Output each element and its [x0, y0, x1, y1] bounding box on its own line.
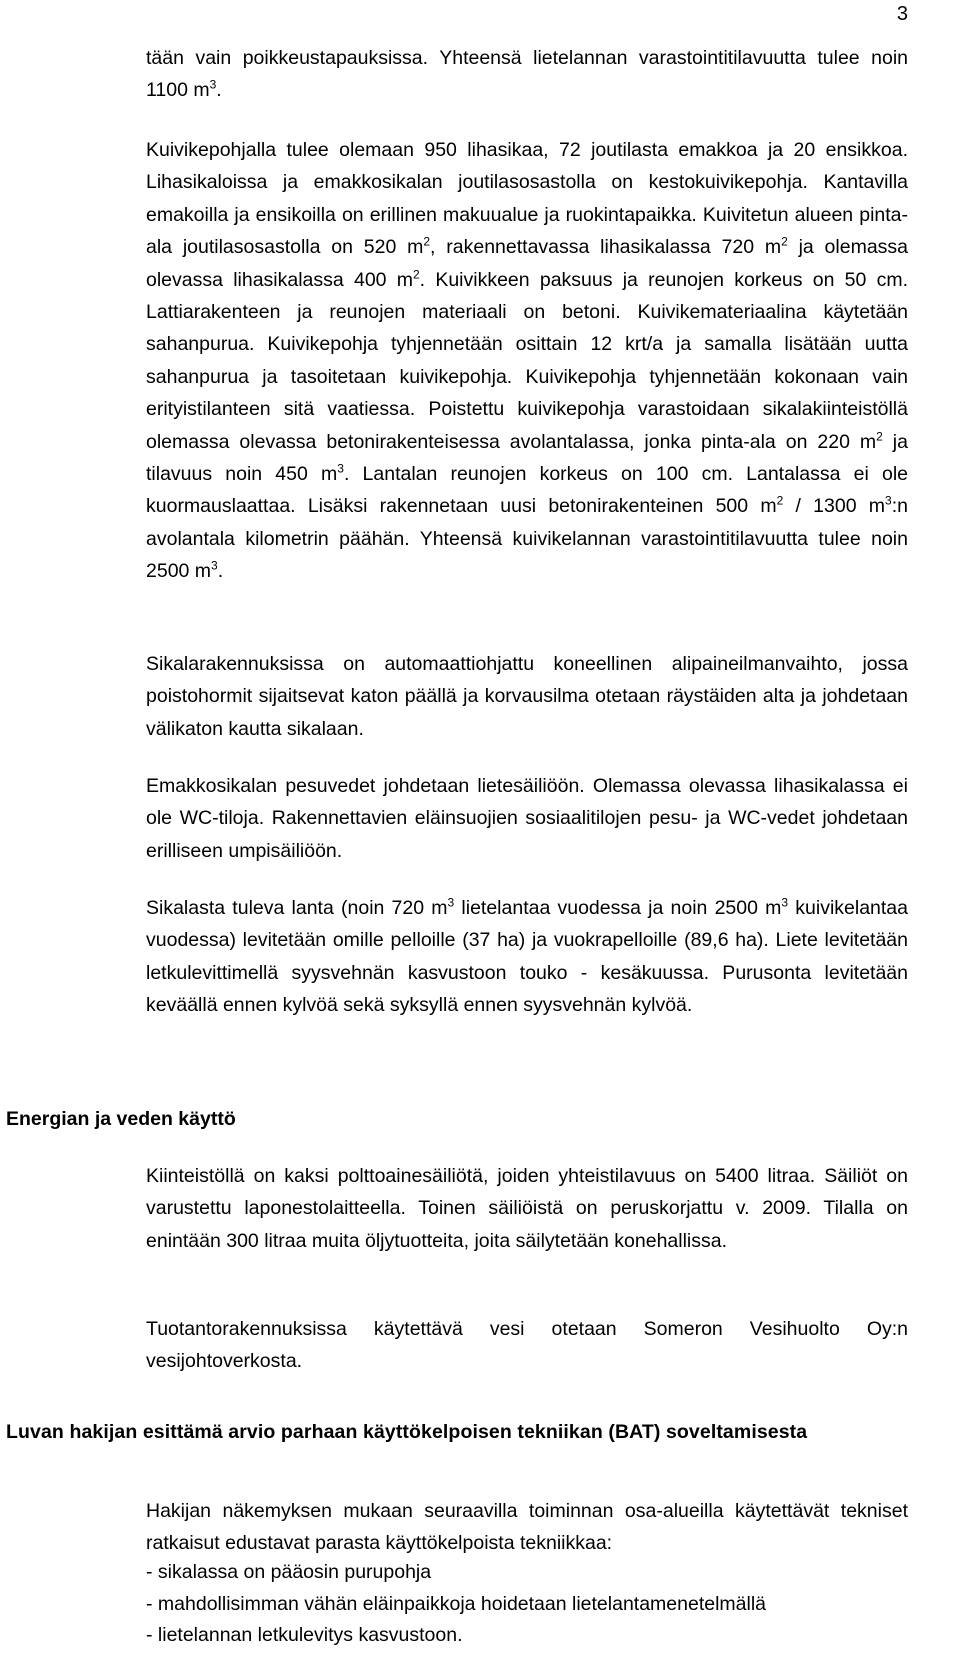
list-item: - mahdollisimman vähän eläinpaikkoja hoidetaan lietelantamenetelmällä: [146, 1592, 767, 1615]
paragraph-bedding-floor: Kuivikepohjalla tulee olemaan 950 lihasikaa, 72 joutilasta emakkoa ja 20 ensikkoa. Lihasikaloissa ja emakkosikalan joutilasosastolla on kestokuivikepohja. Kantavilla emakoilla ja ensikoilla on erillinen makuualue ja ruokintapaikka. Kuivitetun alueen pinta-ala joutilasosastolla on 520 $m^2$, rakennettavassa lihasikalassa 720 $m^2$ ja olemassa olevassa lihasikalassa 400 $m^2$. Kuivikkeen paksuus ja reunojen korkeus on 50 cm. Lattiarakenteen ja reunojen materiaali on betoni. Kuivikemateriaalina käytetään sahanpurua. Kuivikepohja tyhjennetään osittain 12 krt/a ja samalla lisätään uutta sahanpurua ja tasoitetaan kuivikepohja. Kuivikepohja tyhjennetään kokonaan vain erityistilanteen sitä vaatiessa. Poistettu kuivikepohja varastoidaan sikalakiinteistöllä olemassa olevassa betonirakenteisessa avolantalassa, jonka pinta-ala on 220 $m^2$ ja tilavuus noin 450 $m^3$. Lantalan reunojen korkeus on 100 cm. Lantalassa ei ole kuormauslaattaa. Lisäksi rakennetaan uusi betonirakenteinen 500 $m^2 / 1300$ $m^3:n$ avolantala kilometrin päähän. Yhteensä kuivikelannan varastointitilavuutta tulee noin 2500 $m^3$.: [146, 139, 909, 583]
list-item: - lietelannan letkulevitys kasvustoon.: [146, 1624, 463, 1646]
section-heading-bat: Luvan hakijan esittämä arvio parhaan käyttökelpoisen tekniikan (BAT) soveltamisesta: [6, 1421, 808, 1443]
paragraph-water-supply: Tuotantorakennuksissa käytettävä vesi otetaan Someron Vesihuolto Oy:n vesijohtoverkosta.: [146, 1318, 908, 1373]
paragraph-wastewater: Emakkosikalan pesuvedet johdetaan lietesäiliöön. Olemassa olevassa lihasikalassa ei ole WC-tiloja. Rakennettavien eläinsuojien sosiaalitilojen pesu- ja WC-vedet johdetaan erilliseen umpisäiliöön.: [146, 775, 908, 862]
paragraph-manure-spreading: Sikalasta tuleva lanta (noin 720 $m^3$ lietelantaa vuodessa ja noin 2500 $m^3$ kuivikelantaa vuodessa) levitetään omille pelloille (37 ha) ja vuokrapelloille (89,6 ha). Liete levitetään letkulevittimellä syysvehnän kasvustoon touko - kesäkuussa. Purusonta levitetään keväällä ennen kylvöä sekä syksyllä ennen syysvehnän kylvöä.: [146, 895, 908, 1017]
paragraph-fuel-tanks: Kiinteistöllä on kaksi polttoainesäiliötä, joiden yhteistilavuus on 5400 litraa. Säiliöt on varustettu laponestolaitteella. Toinen säiliöistä on peruskorjattu v. 2009. Tilalla on enintään 300 litraa muita öljytuotteita, joita säilytetään konehallissa.: [146, 1165, 908, 1252]
bat-list: [146, 1557, 908, 1652]
paragraph-bat-intro: Hakijan näkemyksen mukaan seuraavilla toiminnan osa-alueilla käytettävät tekniset ratkaisut edustavat parasta käyttökelpoista tekniikkaa:: [146, 1500, 908, 1555]
page-number: 3: [896, 3, 908, 25]
paragraph-ventilation: Sikalarakennuksissa on automaattiohjattu koneellinen alipaineilmanvaihto, jossa poistohormit sijaitsevat katon päällä ja korvausilma otetaan räystäiden alta ja johdetaan välikaton kautta sikalaan.: [146, 653, 908, 740]
paragraph-manure-storage-end: tään vain poikkeustapauksissa. Yhteensä lietelannan varastointitilavuutta tulee noin 1100 $m^3$.: [146, 47, 908, 102]
list-item: - sikalassa on pääosin purupohja: [146, 1561, 432, 1583]
section-heading-energy-water: Energian ja veden käyttö: [6, 1108, 236, 1130]
